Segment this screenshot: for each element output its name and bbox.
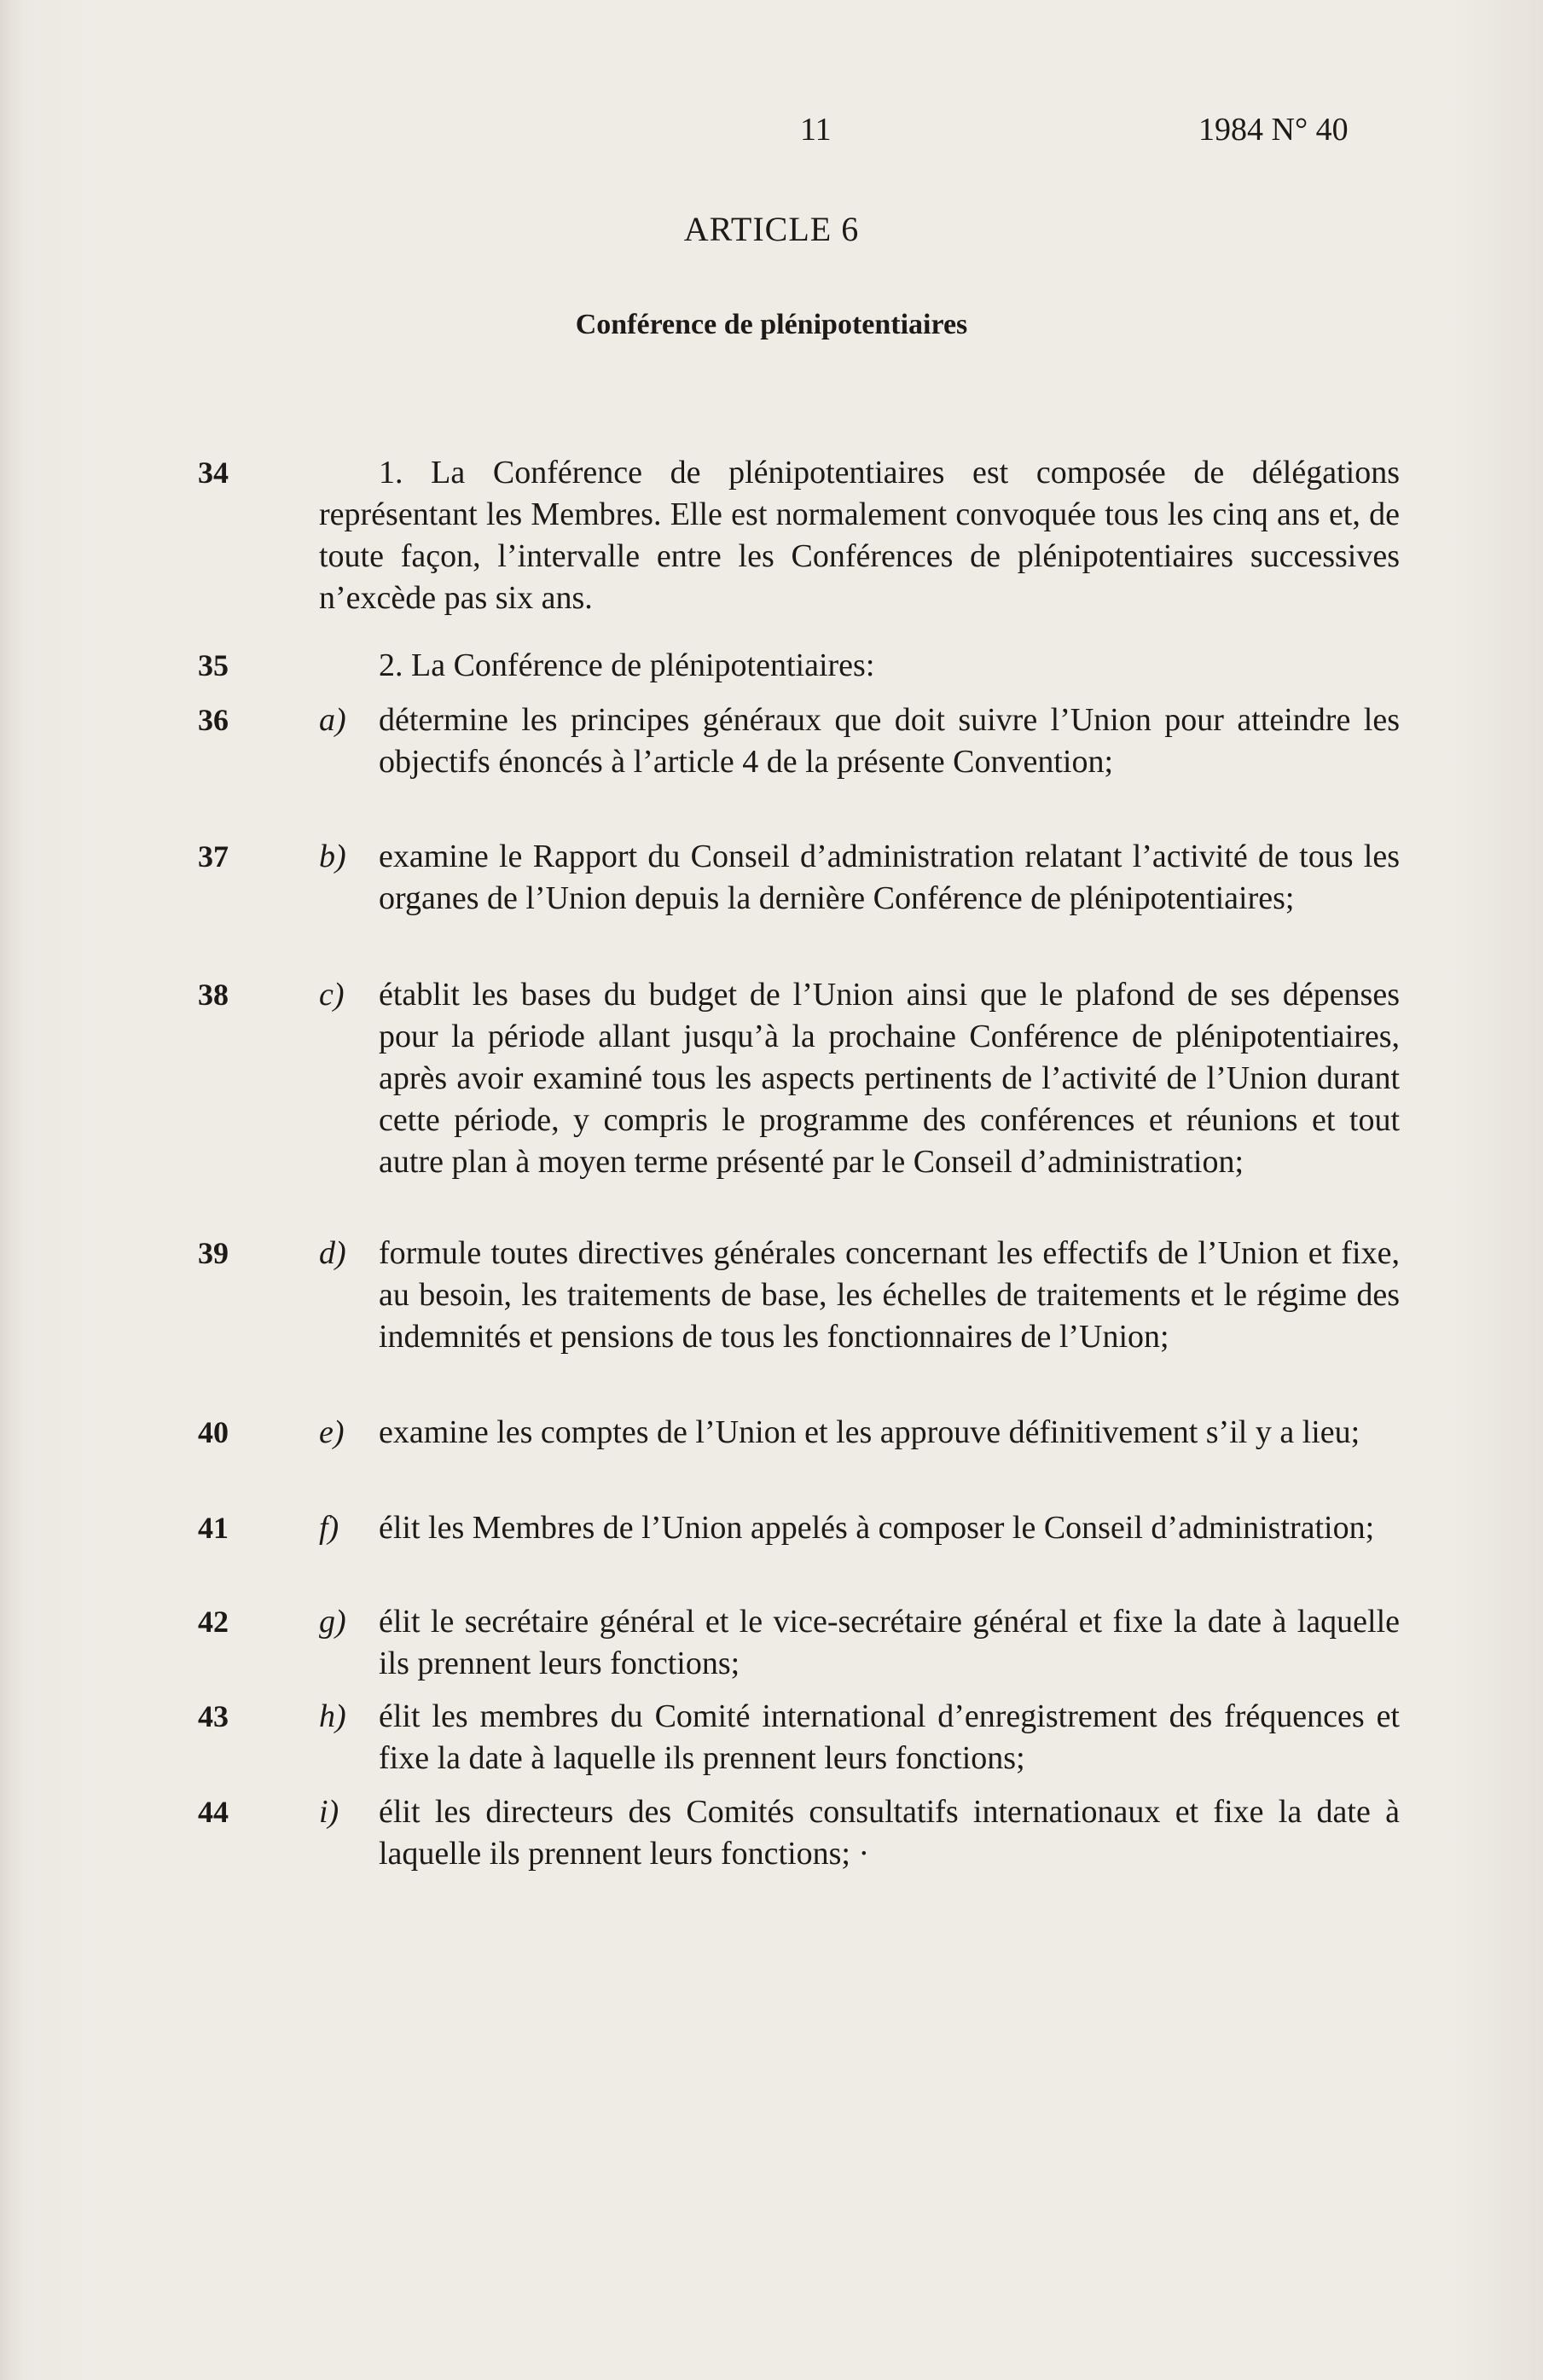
paragraph-text: élit les membres du Comité international d’enregistrement des fréquences et fixe la date à laquelle ils prennent leurs fonctions;	[379, 1698, 1400, 1776]
paragraph-marker: c)	[319, 977, 345, 1013]
paragraph-marker: 1.	[379, 455, 403, 491]
page-number: 11	[800, 112, 832, 148]
paragraph-number: 36	[198, 703, 229, 737]
paragraph-number: 35	[198, 648, 229, 682]
paragraph-marker: a)	[319, 702, 346, 738]
paragraph-marker: b)	[319, 839, 346, 874]
paragraph-text: élit les Membres de l’Union appelés à composer le Conseil d’administration;	[379, 1510, 1375, 1546]
paragraph-number: 43	[198, 1699, 229, 1733]
paragraph-number: 44	[198, 1795, 229, 1829]
paragraph-number: 34	[198, 456, 229, 490]
paragraph-text: examine les comptes de l’Union et les approuve définitivement s’il y a lieu;	[379, 1414, 1360, 1450]
paragraph-number: 38	[198, 978, 229, 1012]
paragraph-text: établit les bases du budget de l’Union ainsi que le plafond de ses dépenses pour la période allant jusqu’à la prochaine Conférence de plénipotentiaires, après avoir examiné tous les aspects pertinents de l’activité de l’Union durant cette période, y compris le programme des conférences et réunions et tout autre plan à moyen terme présenté par le Conseil d’administration;	[379, 977, 1400, 1180]
paragraph-number: 40	[198, 1415, 229, 1449]
section-title: Conférence de plénipotentiaires	[575, 309, 968, 340]
paragraph-text: formule toutes directives générales concernant les effectifs de l’Union et fixe, au besoin, les traitements de base, les échelles de traitements et le régime des indemnités et pensions de tous les fonctionnaires de l’Union;	[379, 1235, 1400, 1355]
paragraph-marker: i)	[319, 1794, 339, 1830]
paragraph-marker: d)	[319, 1235, 346, 1271]
paragraph-marker: 2.	[379, 647, 403, 683]
paragraph-text: élit les directeurs des Comités consultatifs internationaux et fixe la date à laquelle ils prennent leurs fonctions; ·	[379, 1794, 1400, 1872]
paragraph-body: La Conférence de plénipotentiaires est composée de délégations représentant les Membres. Elle est normalement convoquée tous les cinq ans et, de toute façon, l’intervalle entre les Conférences de plénipotentiaires successives n’excède pas six ans.	[319, 455, 1400, 616]
paragraph-text: examine le Rapport du Conseil d’administration relatant l’activité de tous les organes de l’Union depuis la dernière Conférence de plénipotentiaires;	[379, 839, 1400, 916]
paragraph-body: La Conférence de plénipotentiaires:	[411, 647, 875, 683]
paragraph-marker: e)	[319, 1414, 345, 1450]
article-title: ARTICLE 6	[683, 210, 860, 248]
paragraph-text	[319, 452, 1400, 619]
issue-number: 1984 N° 40	[1198, 112, 1349, 148]
paragraph-marker: g)	[319, 1604, 346, 1640]
page-header	[0, 111, 1543, 162]
paragraph-number: 37	[198, 839, 229, 874]
paragraph-text: élit le secrétaire général et le vice-secrétaire général et fixe la date à laquelle ils prennent leurs fonctions;	[379, 1604, 1400, 1681]
paragraph-text: détermine les principes généraux que doit suivre l’Union pour atteindre les objectifs énoncés à l’article 4 de la présente Convention;	[379, 702, 1400, 780]
paragraph-marker: h)	[319, 1698, 346, 1734]
paragraph-number: 39	[198, 1236, 229, 1270]
paragraph-number: 42	[198, 1605, 229, 1639]
paragraph-text	[319, 645, 1400, 687]
paragraph-marker: f)	[319, 1510, 339, 1546]
paragraph-number: 41	[198, 1511, 229, 1545]
